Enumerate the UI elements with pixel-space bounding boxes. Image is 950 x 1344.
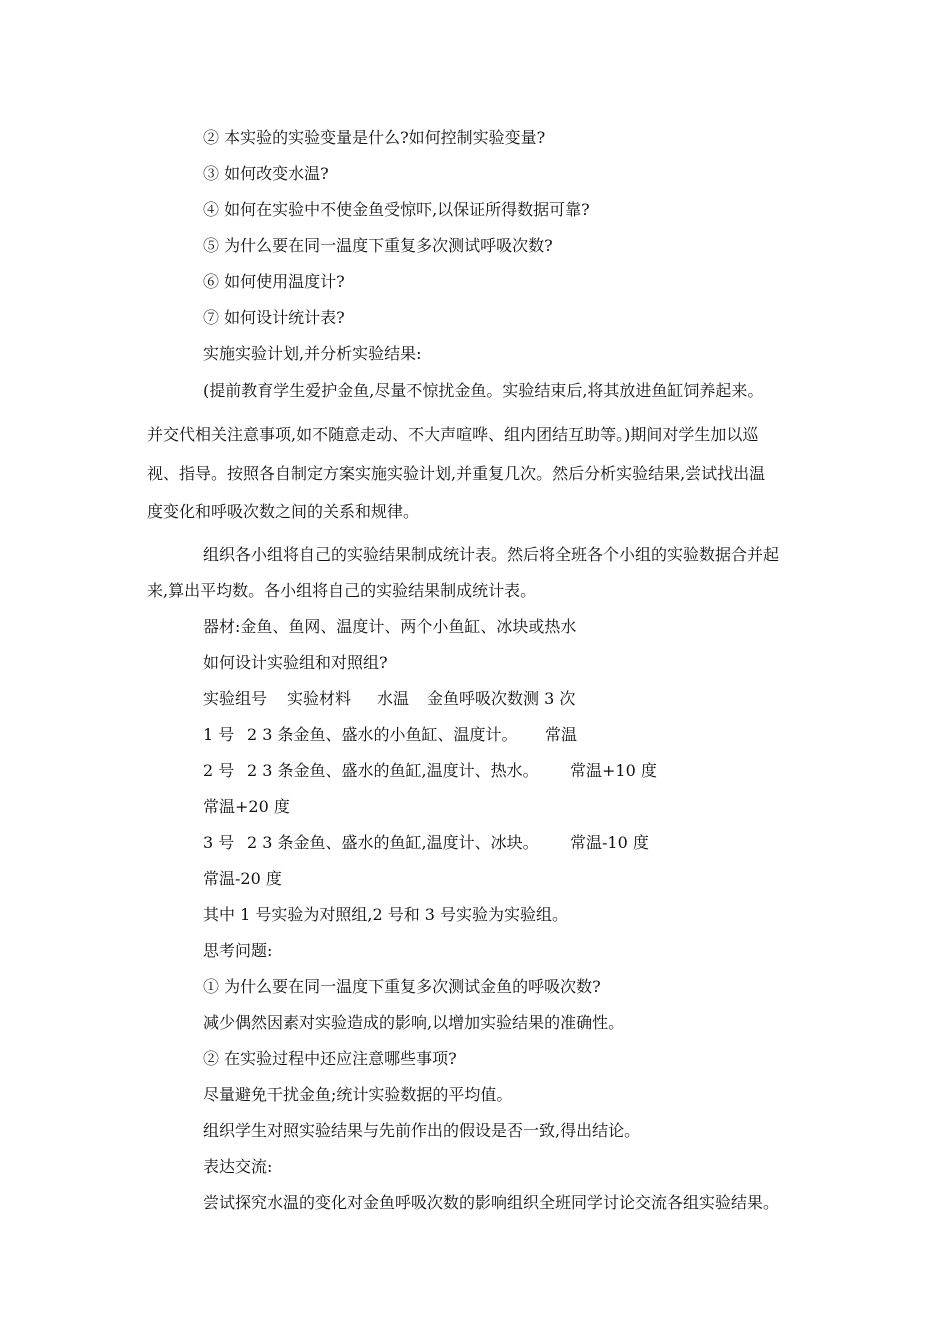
row-group: 3 号 bbox=[203, 833, 235, 852]
header-material: 实验材料 bbox=[287, 689, 352, 708]
row-temp: 常温+10 度 bbox=[570, 761, 657, 780]
implement-paragraph-line: 视、指导。按照各自制定方案实施实验计划,并重复几次。然后分析实验结果,尝试找出温 bbox=[147, 464, 766, 483]
row-temp: 常温-10 度 bbox=[570, 833, 649, 852]
implement-paragraph-line: (提前教育学生爱护金鱼,尽量不惊扰金鱼。实验结束后,将其放进鱼缸饲养起来。 bbox=[203, 381, 764, 400]
table-row bbox=[203, 725, 577, 745]
think-question-2: ② 在实验过程中还应注意哪些事项? bbox=[203, 1049, 457, 1068]
express-text: 尝试探究水温的变化对金鱼呼吸次数的影响组织全班同学讨论交流各组实验结果。 bbox=[203, 1193, 780, 1212]
design-question: 如何设计实验组和对照组? bbox=[203, 653, 388, 672]
question-7: ⑦ 如何设计统计表? bbox=[203, 308, 345, 327]
row-group: 1 号 bbox=[203, 725, 235, 744]
row-material: 2 3 条金鱼、盛水的鱼缸,温度计、热水。 bbox=[247, 761, 539, 780]
header-temp: 水温 bbox=[377, 689, 410, 708]
question-2: ② 本实验的实验变量是什么?如何控制实验变量? bbox=[203, 128, 546, 147]
table-row bbox=[203, 761, 657, 781]
think-question-1: ① 为什么要在同一温度下重复多次测试金鱼的呼吸次数? bbox=[203, 977, 601, 996]
control-statement: 其中 1 号实验为对照组,2 号和 3 号实验为实验组。 bbox=[203, 905, 569, 924]
row-temp-continued: 常温-20 度 bbox=[203, 869, 282, 888]
think-heading: 思考问题: bbox=[203, 941, 273, 960]
think-answer-2: 尽量避免干扰金鱼;统计实验数据的平均值。 bbox=[203, 1085, 513, 1104]
think-answer-1: 减少偶然因素对实验造成的影响,以增加实验结果的准确性。 bbox=[203, 1013, 625, 1032]
conclusion: 组织学生对照实验结果与先前作出的假设是否一致,得出结论。 bbox=[203, 1121, 641, 1140]
question-3: ③ 如何改变水温? bbox=[203, 164, 329, 183]
row-material: 2 3 条金鱼、盛水的小鱼缸、温度计。 bbox=[247, 725, 518, 744]
row-group: 2 号 bbox=[203, 761, 235, 780]
table-header-row bbox=[203, 689, 575, 709]
header-breaths: 金鱼呼吸次数测 3 次 bbox=[427, 689, 576, 708]
header-group: 实验组号 bbox=[203, 689, 268, 708]
row-temp: 常温 bbox=[545, 725, 578, 744]
question-4: ④ 如何在实验中不使金鱼受惊吓,以保证所得数据可靠? bbox=[203, 200, 590, 219]
implement-paragraph-line: 并交代相关注意事项,如不随意走动、不大声喧哗、组内团结互助等。)期间对学生加以巡 bbox=[147, 425, 759, 444]
row-temp-continued: 常温+20 度 bbox=[203, 797, 290, 816]
express-heading: 表达交流: bbox=[203, 1157, 273, 1176]
organize-paragraph-line: 来,算出平均数。各小组将自己的实验结果制成统计表。 bbox=[147, 581, 537, 600]
organize-paragraph-line: 组织各小组将自己的实验结果制成统计表。然后将全班各个小组的实验数据合并起 bbox=[203, 545, 780, 564]
question-5: ⑤ 为什么要在同一温度下重复多次测试呼吸次数? bbox=[203, 236, 553, 255]
table-row bbox=[203, 833, 649, 853]
implement-paragraph-line: 度变化和呼吸次数之间的关系和规律。 bbox=[147, 502, 420, 521]
implement-heading: 实施实验计划,并分析实验结果: bbox=[203, 344, 422, 363]
materials: 器材:金鱼、鱼网、温度计、两个小鱼缸、冰块或热水 bbox=[203, 617, 577, 636]
question-6: ⑥ 如何使用温度计? bbox=[203, 272, 345, 291]
row-material: 2 3 条金鱼、盛水的鱼缸,温度计、冰块。 bbox=[247, 833, 539, 852]
